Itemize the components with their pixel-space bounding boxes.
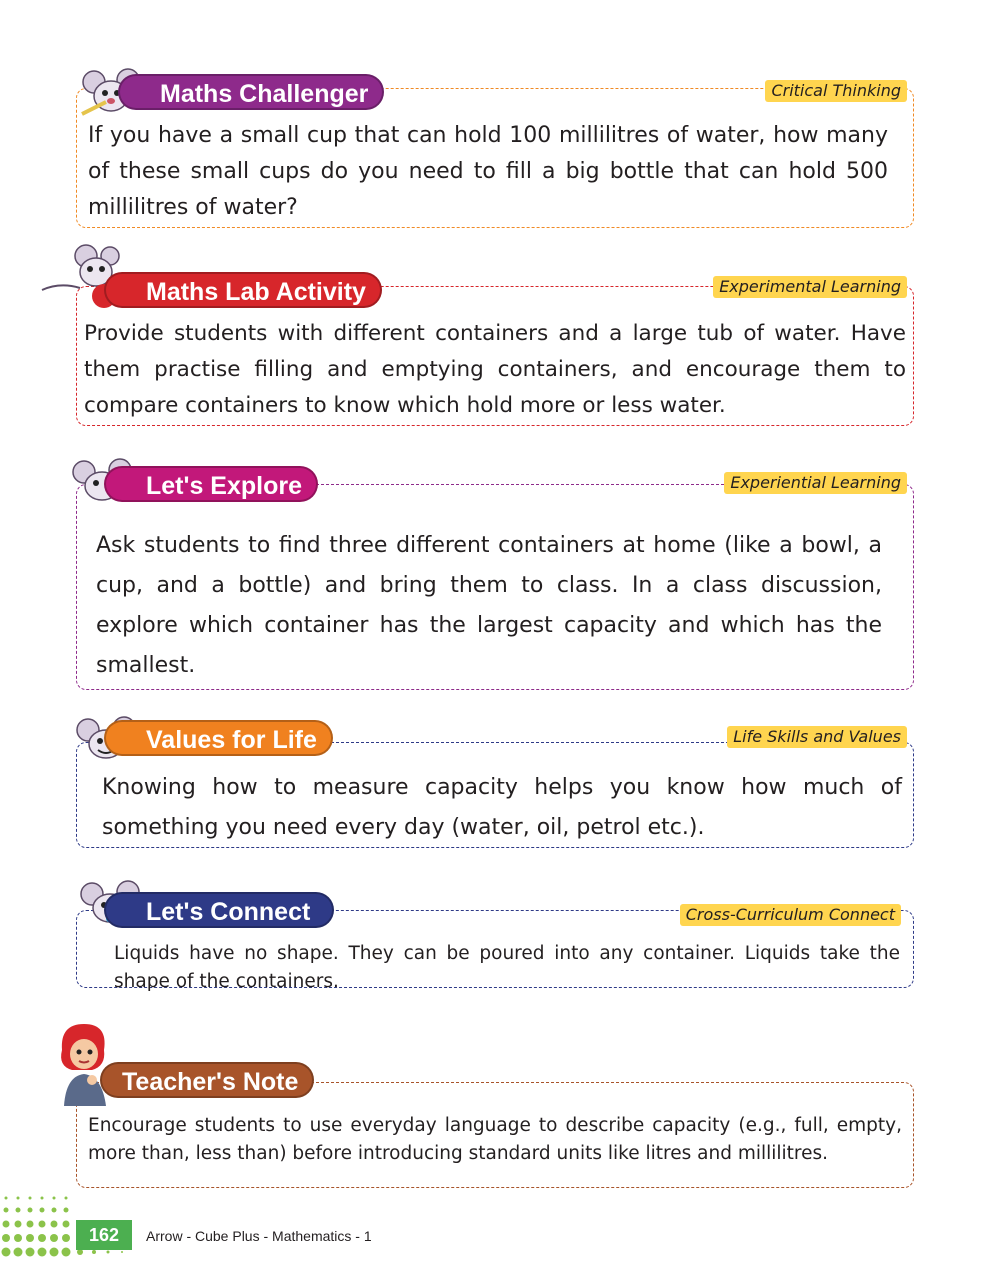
section-body: Liquids have no shape. They can be poured into any container. Liquids take the shape of the containers. bbox=[114, 943, 900, 992]
section-body: Ask students to find three different containers at home (like a bowl, a cup, and a bottle) and bring them to class. In a class discussion, explore which container has the largest capacity and which has the smallest. bbox=[96, 533, 882, 678]
section-lets-explore bbox=[0, 454, 989, 694]
book-title: Arrow - Cube Plus - Mathematics - 1 bbox=[146, 1228, 372, 1244]
skill-tag: Experimental Learning bbox=[713, 276, 907, 298]
skill-tag: Experiential Learning bbox=[724, 472, 907, 494]
section-title: Maths Challenger bbox=[118, 74, 384, 110]
page-number-badge: 162 bbox=[76, 1220, 132, 1250]
skill-tag: Life Skills and Values bbox=[727, 726, 907, 748]
section-body: Encourage students to use everyday language to describe capacity (e.g., full, empty, more than, less than) before introducing standard units like litres and millilitres. bbox=[88, 1115, 902, 1164]
section-title: Values for Life bbox=[104, 720, 333, 756]
section-title: Let's Connect bbox=[104, 892, 334, 928]
section-body: Knowing how to measure capacity helps you know how much of something you need every day (water, oil, petrol etc.). bbox=[102, 775, 902, 840]
skill-tag: Cross-Curriculum Connect bbox=[680, 904, 901, 926]
section-title: Let's Explore bbox=[104, 466, 318, 502]
section-maths-lab bbox=[0, 240, 989, 430]
section-title: Teacher's Note bbox=[100, 1062, 314, 1098]
section-title: Maths Lab Activity bbox=[104, 272, 382, 308]
section-values-for-life bbox=[0, 716, 989, 851]
section-lets-connect bbox=[0, 880, 989, 990]
section-maths-challenger bbox=[0, 66, 989, 231]
section-body: If you have a small cup that can hold 100 millilitres of water, how many of these small cups do you need to fill a big bottle that can hold 500 millilitres of water? bbox=[88, 123, 888, 220]
section-teachers-note bbox=[0, 1020, 989, 1192]
section-body: Provide students with different containers and a large tub of water. Have them practise filling and emptying containers, and encourage them to compare containers to know which hold more or less water. bbox=[84, 321, 906, 418]
skill-tag: Critical Thinking bbox=[765, 80, 907, 102]
